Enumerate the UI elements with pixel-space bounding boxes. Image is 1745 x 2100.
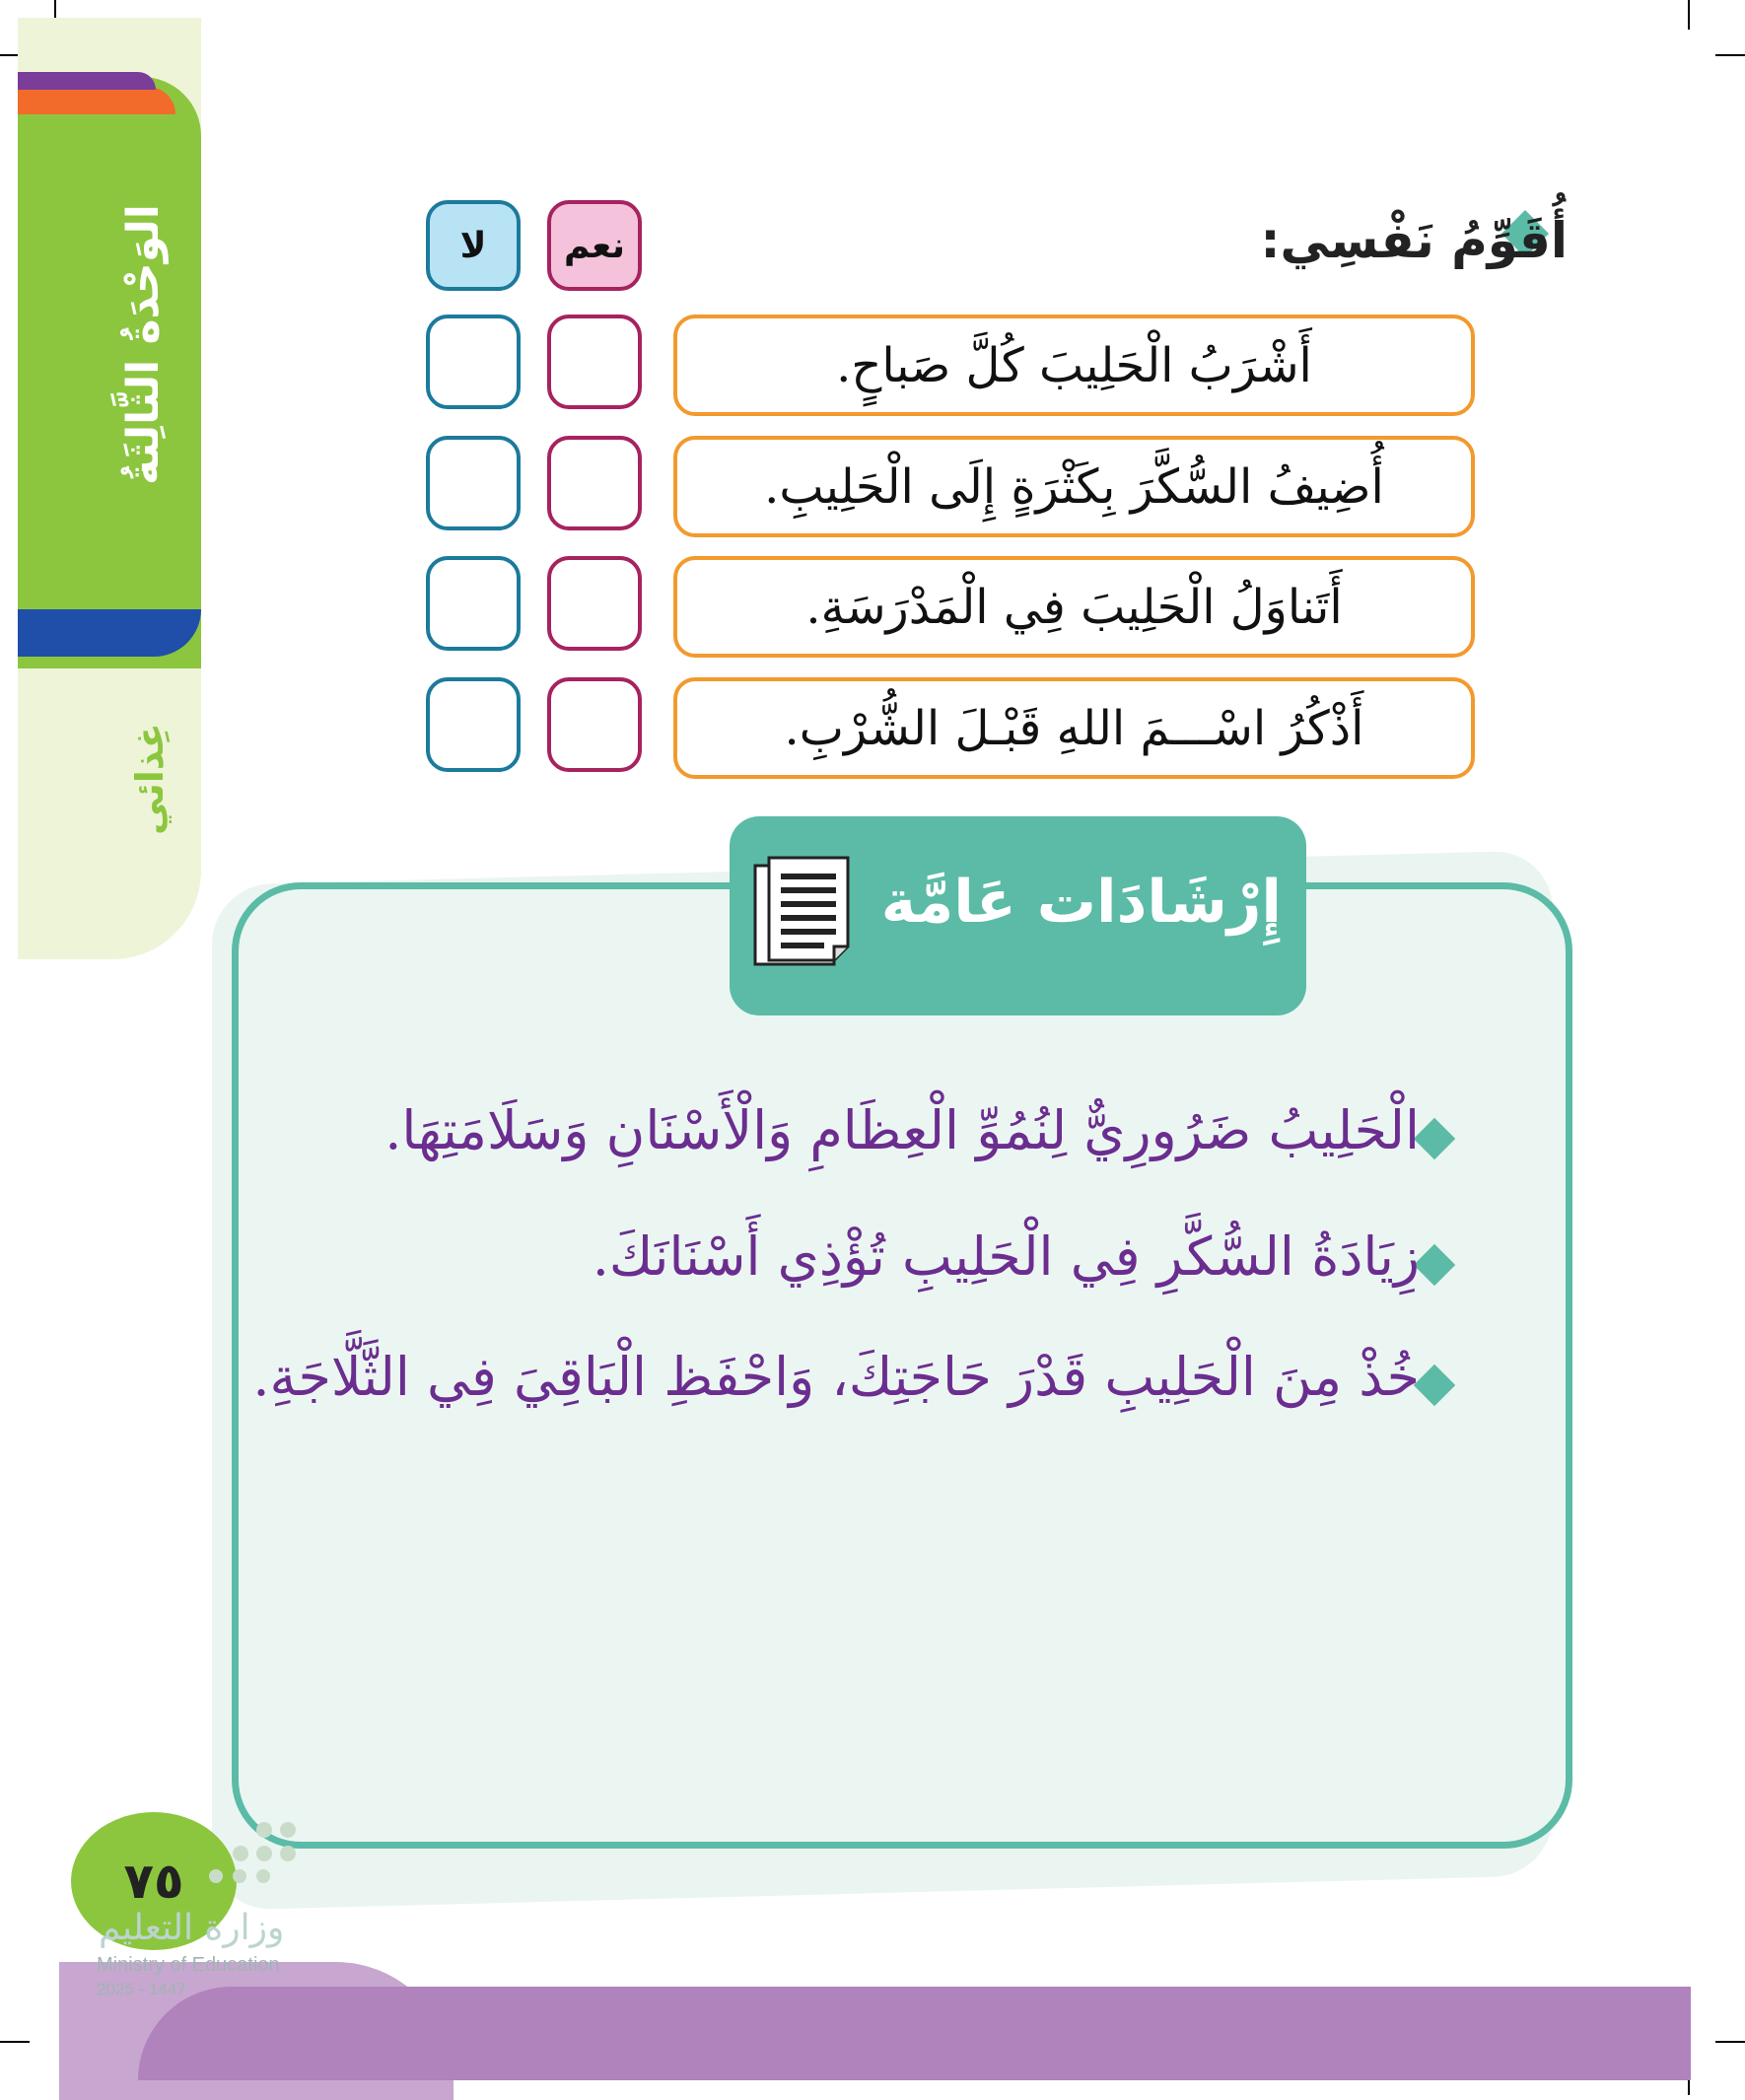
no-checkbox[interactable] <box>426 677 521 772</box>
side-tab-blue-stripe <box>18 609 201 657</box>
ministry-logo-arabic: وزارة التعليم <box>99 1908 285 1948</box>
no-column-header: لا <box>426 200 521 291</box>
statement-row: أَتَناوَلُ الْحَلِيبَ فِي الْمَدْرَسَةِ. <box>673 556 1475 658</box>
logo-dot <box>280 1822 296 1838</box>
guidance-title: إِرْشَادَات عَامَّة <box>880 868 1282 937</box>
yes-checkbox[interactable] <box>547 556 642 651</box>
document-icon <box>751 856 852 972</box>
no-checkbox[interactable] <box>426 315 521 409</box>
footer-band <box>138 1987 1691 2080</box>
logo-dot <box>209 1869 223 1883</box>
crop-mark <box>1715 2041 1745 2043</box>
logo-dot <box>256 1846 272 1861</box>
yes-column-header: نعم <box>547 200 642 291</box>
logo-dot <box>256 1869 270 1883</box>
crop-mark <box>0 2041 30 2043</box>
side-tab-purple-stripe <box>18 72 156 90</box>
unit-side-tab <box>18 18 201 959</box>
topic-title: غِذائي <box>128 723 172 835</box>
yes-checkbox[interactable] <box>547 677 642 772</box>
side-tab-orange-stripe <box>18 87 175 114</box>
statement-row: أَشْرَبُ الْحَلِيبَ كُلَّ صَباحٍ. <box>673 315 1475 416</box>
yes-checkbox[interactable] <box>547 315 642 409</box>
side-tab-green-band <box>18 77 201 668</box>
statement-row: أُضِيفُ السُّكَّرَ بِكَثْرَةٍ إِلَى الْحَلِيبِ. <box>673 436 1475 537</box>
crop-mark <box>1688 0 1690 30</box>
statement-row: أَذْكُرُ اسْـــمَ اللهِ قَبْـلَ الشُّرْبِ. <box>673 677 1475 779</box>
ministry-year: 2025 - 1447 <box>97 1980 186 1998</box>
crop-mark <box>1715 54 1745 56</box>
logo-dot <box>280 1846 296 1861</box>
no-checkbox[interactable] <box>426 436 521 530</box>
tip-item: زِيَادَةُ السُّكَّرِ فِي الْحَلِيبِ تُؤْذِي أَسْنَانَكَ. <box>592 1225 1420 1288</box>
yes-checkbox[interactable] <box>547 436 642 530</box>
tip-item: الْحَلِيبُ ضَرُورِيٌّ لِنُمُوِّ الْعِظَامِ وَالْأَسْنَانِ وَسَلَامَتِهَا. <box>384 1099 1420 1161</box>
page-number: ٧٥ <box>123 1853 184 1910</box>
unit-title: الوَحْدَةُ الثَّالِثَةُ <box>118 204 169 486</box>
tip-item: خُذْ مِنَ الْحَلِيبِ قَدْرَ حَاجَتِكَ، وَاحْفَظِ الْبَاقِيَ فِي الثَّلَّاجَةِ. <box>252 1346 1420 1408</box>
logo-dot <box>233 1869 246 1883</box>
logo-dot <box>256 1822 272 1838</box>
logo-dot <box>233 1846 248 1861</box>
self-assessment-heading: أُقَوِّمُ نَفْسِي: <box>1260 212 1568 269</box>
ministry-logo-english: Ministry of Education <box>97 1954 280 1976</box>
no-checkbox[interactable] <box>426 556 521 651</box>
